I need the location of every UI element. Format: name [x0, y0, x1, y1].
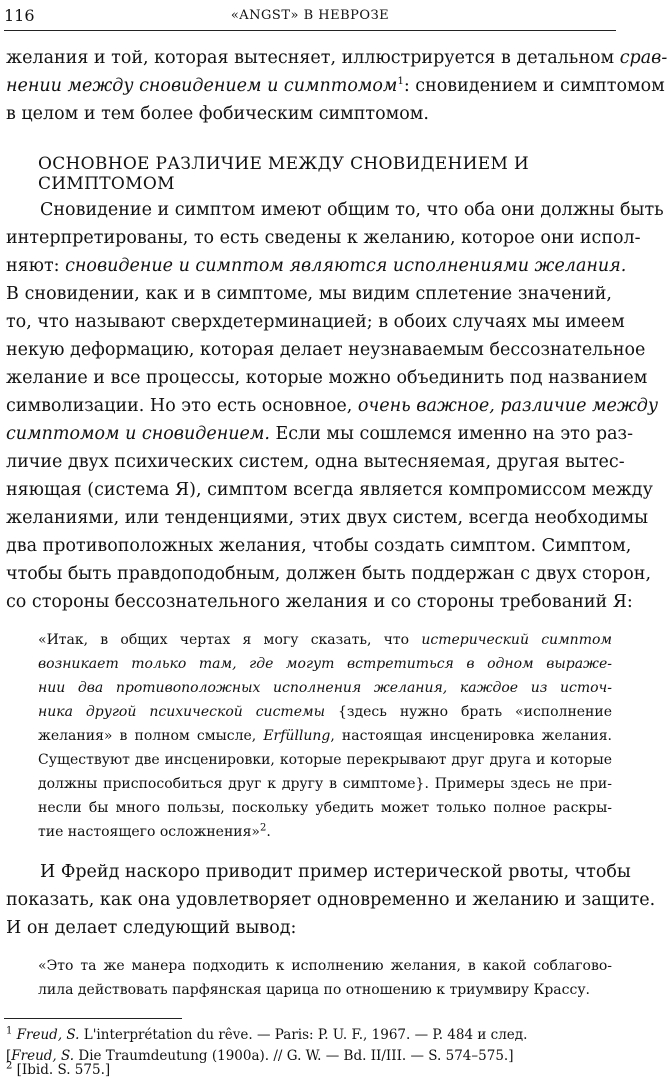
text-run: желания и той, которая вытесняет, иллюстрируется в детальном [6, 48, 620, 68]
text-run: 2 [260, 822, 267, 834]
text-run: лила действовать парфянская царица по отношению к триумвиру Крассу. [38, 982, 591, 998]
text-run: в целом и тем более фобическим симптомом. [6, 104, 429, 124]
text-run: L'interprétation du rêve. — Paris: P. U. F., 1967. — P. 484 и след. [79, 1027, 528, 1043]
text-run: символизации. Но это есть основное, [6, 396, 358, 416]
text-run: личие двух психических систем, одна вытесняемая, другая вытес- [6, 452, 625, 472]
text-run: очень важное, различие между [357, 396, 658, 416]
text-run: интерпретированы, то есть сведены к желанию, которое они испол- [6, 228, 641, 248]
text-run: должны приспособиться друг к другу в симптоме}. Примеры здесь не при- [38, 776, 612, 792]
text-run: возникает только там, где могут встретиться в одном выраже- [38, 656, 612, 672]
footnote-rule [4, 1018, 182, 1019]
text-run: Существуют две инсценировки, которые перекрывают друг друга и которые [38, 752, 612, 768]
quote-line [38, 700, 612, 724]
text-run: И Фрейд наскоро приводит пример истерической рвоты, чтобы [40, 862, 631, 882]
text-run: Если мы сошлемся именно на это раз- [269, 424, 634, 444]
text-run: Freud, S. [16, 1027, 80, 1043]
footnote-line [6, 1024, 612, 1046]
text-line [6, 560, 652, 588]
text-run: : сновидением и симптомом [403, 76, 665, 96]
text-line [6, 364, 648, 392]
quote-line [38, 748, 612, 772]
quote-line [38, 978, 612, 1002]
text-line [6, 420, 634, 448]
text-run: И он делает следующий вывод: [6, 918, 297, 938]
text-run: «Итак, в общих чертах я могу сказать, что [38, 632, 422, 648]
text-line [6, 476, 653, 504]
text-run: желание и все процессы, которые можно объединить под названием [6, 368, 648, 388]
text-line [6, 100, 612, 128]
text-run: тие настоящего осложнения» [38, 824, 260, 840]
text-line [6, 44, 667, 72]
text-line [6, 336, 646, 364]
quote-line [38, 652, 612, 676]
text-run: некую деформацию, которая делает неузнаваемым бессознательное [6, 340, 646, 360]
text-run: 1 [397, 76, 404, 88]
text-run: В сновидении, как и в симптоме, мы видим сплетение значений, [6, 284, 612, 304]
text-line [6, 224, 641, 252]
footnote-line [6, 1060, 612, 1078]
text-run: нии два противоположных исполнения желания, каждое из источ- [38, 680, 612, 696]
quote-line [38, 772, 612, 796]
text-run: 1 [6, 1025, 13, 1037]
quote-line [38, 820, 612, 844]
text-line [6, 448, 625, 476]
text-run: , настоящая инсценировка желания. [330, 728, 612, 744]
text-run: сновидение и симптом являются исполнениями желания. [65, 256, 627, 276]
quote-line [38, 796, 612, 820]
quote-line [38, 628, 612, 652]
text-line [6, 196, 664, 224]
text-run: Erfüllung [263, 728, 331, 744]
text-run: [Ibid. S. 575.] [12, 1062, 111, 1078]
text-run: Сновидение и симптом имеют общим то, что оба они должны быть [40, 200, 664, 220]
page-number: 116 [4, 6, 35, 25]
text-run: чтобы быть правдоподобным, должен быть поддержан с двух сторон, [6, 564, 652, 584]
section-heading: ОСНОВНОЕ РАЗЛИЧИЕ МЕЖДУ СНОВИДЕНИЕМ И СИМПТОМОМ [38, 154, 530, 194]
text-line [6, 886, 656, 914]
text-line [6, 532, 632, 560]
text-run: Freud, S. [11, 1048, 75, 1064]
text-run: нении между сновидением и симптомом [6, 76, 398, 96]
text-line [6, 252, 627, 280]
text-line [6, 392, 658, 420]
text-line [6, 504, 649, 532]
quote-line [38, 954, 612, 978]
text-line [6, 588, 633, 616]
page-header [0, 4, 620, 30]
text-run: Die Traumdeutung (1900a). // G. W. — Bd. II/III. — S. 574–575.] [74, 1048, 514, 1064]
text-run: «Это та же манера подходить к исполнению желания, в какой соблагово- [38, 958, 612, 974]
text-run: . [266, 824, 271, 840]
text-run: [ [6, 1048, 12, 1064]
text-line [6, 858, 631, 886]
text-run: показать, как она удовлетворяет одновременно и желанию и защите. [6, 890, 656, 910]
text-run: со стороны бессознательного желания и со стороны требований Я: [6, 592, 633, 612]
text-line [6, 308, 625, 336]
text-run: то, что называют сверхдетерминацией; в обоих случаях мы имеем [6, 312, 625, 332]
running-title: «ANGST» В НЕВРОЗЕ [230, 8, 390, 23]
text-run: желаниями, или тенденциями, этих двух систем, всегда необходимы [6, 508, 649, 528]
text-run: несли бы много пользы, поскольку убедить может только полное раскры- [38, 800, 612, 816]
text-run: няющая (система Я), симптом всегда является компромиссом между [6, 480, 653, 500]
text-run: срав- [619, 48, 667, 68]
quote-line [38, 676, 612, 700]
text-run: симптомом и сновидением. [6, 424, 270, 444]
text-run: желания» в полном смысле, [38, 728, 264, 744]
text-run: 2 [6, 1060, 13, 1072]
quote-line [38, 724, 612, 748]
text-run: няют: [6, 256, 66, 276]
header-rule [4, 30, 616, 31]
text-line [6, 914, 612, 942]
text-run: два противоположных желания, чтобы создать симптом. Симптом, [6, 536, 632, 556]
text-line [6, 72, 665, 100]
text-line [6, 280, 612, 308]
text-run: истерический симптом [421, 632, 613, 648]
text-run: {здесь нужно брать «исполнение [325, 704, 613, 720]
text-run: ника другой психической системы [38, 704, 325, 720]
